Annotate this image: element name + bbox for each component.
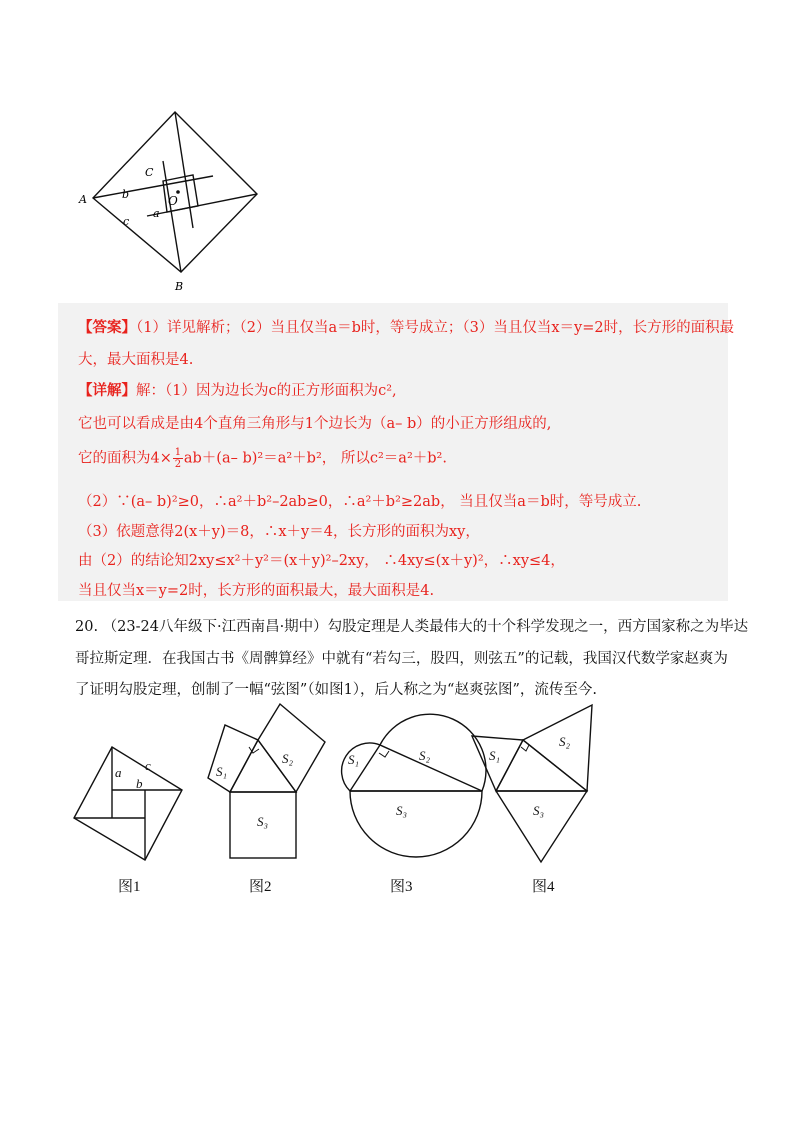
label-O: O	[168, 194, 178, 208]
detail-text-1: 解：（1）因为边长为c的正方形面积为c²,	[136, 383, 397, 399]
fig2-label-S1: S₁	[216, 764, 228, 779]
fraction-numerator: 1	[174, 447, 182, 458]
fraction-half	[173, 447, 183, 470]
question-line-3: 了证明勾股定理，创制了一幅“弦图”（如图1），后人称之为“赵爽弦图”，流传至今.	[75, 682, 597, 698]
detail-line-2: 它也可以看成是由4个直角三角形与1个边长为（a– b）的小正方形组成的,	[78, 416, 552, 432]
label-c: c	[123, 215, 130, 228]
outer-square	[93, 112, 257, 272]
detail-text-3-pre: 它的面积为4×	[78, 450, 172, 467]
detail-line-1	[78, 381, 397, 401]
label-B: B	[175, 280, 184, 293]
detail-line-5: （3）依题意得2(x＋y)＝8，∴x＋y＝4，长方形的面积为xy，	[78, 524, 480, 540]
label-A: A	[79, 193, 87, 206]
fig1-label-c: c	[145, 758, 151, 773]
figure-4-caption: 图4	[532, 879, 555, 895]
answer-line-2: 大，最大面积是4.	[78, 352, 194, 368]
fig1-label-b: b	[136, 776, 143, 791]
detail-line-3	[78, 447, 447, 470]
fig4-label-S2: S₂	[559, 734, 571, 749]
answer-text: （1）详见解析；（2）当且仅当a＝b时，等号成立；（3）当且仅当x＝y=2时，长方形的面积最	[136, 320, 735, 336]
answer-tag: 【答案】	[78, 319, 136, 336]
fig4-label-S3: S₃	[533, 803, 545, 818]
detail-line-4: （2）∵(a– b)²≥0，∴a²＋b²–2ab≥0，∴a²＋b²≥2ab， 当且仅当a＝b时，等号成立.	[78, 494, 642, 510]
answer-line-1	[78, 318, 734, 338]
fraction-denominator: 2	[174, 459, 182, 470]
figure-2-diagram	[208, 704, 325, 858]
fig2-label-S3: S₃	[257, 814, 269, 829]
figure-4-diagram	[472, 705, 592, 862]
top-square-diagram	[75, 106, 275, 296]
detail-tag: 【详解】	[78, 382, 136, 399]
label-C: C	[145, 166, 154, 179]
fig3-label-S3: S₃	[396, 803, 408, 818]
question-line-2: 哥拉斯定理．在我国古书《周髀算经》中就有“若勾三，股四，则弦五”的记载，我国汉代数学家赵爽为	[75, 651, 728, 667]
figure-3-diagram	[342, 714, 486, 857]
label-b: b	[122, 188, 130, 201]
fig1-label-a: a	[115, 765, 122, 780]
figure-3-caption: 图3	[390, 879, 413, 895]
fig3-label-S2: S₂	[419, 748, 431, 763]
fig2-label-S2: S₂	[282, 751, 294, 766]
figure-1-diagram	[74, 747, 182, 860]
fig4-label-S1: S₁	[489, 748, 501, 763]
figure-1-caption: 图1	[118, 879, 141, 895]
figures-row	[60, 700, 620, 900]
figure-2-caption: 图2	[249, 879, 272, 895]
detail-text-3-post: ab＋(a– b)²＝a²＋b²， 所以c²＝a²＋b².	[183, 450, 447, 467]
detail-line-7: 当且仅当x＝y=2时，长方形的面积最大，最大面积是4.	[78, 583, 435, 599]
detail-line-6: 由（2）的结论知2xy≤x²＋y²＝(x＋y)²–2xy， ∴4xy≤(x＋y)²，∴xy≤4，	[78, 553, 565, 569]
label-a: a	[153, 207, 160, 220]
question-line-1: 20. （23-24八年级下·江西南昌·期中）勾股定理是人类最伟大的十个科学发现之一，西方国家称之为毕达	[75, 619, 749, 635]
fig3-label-S1: S₁	[348, 752, 360, 767]
